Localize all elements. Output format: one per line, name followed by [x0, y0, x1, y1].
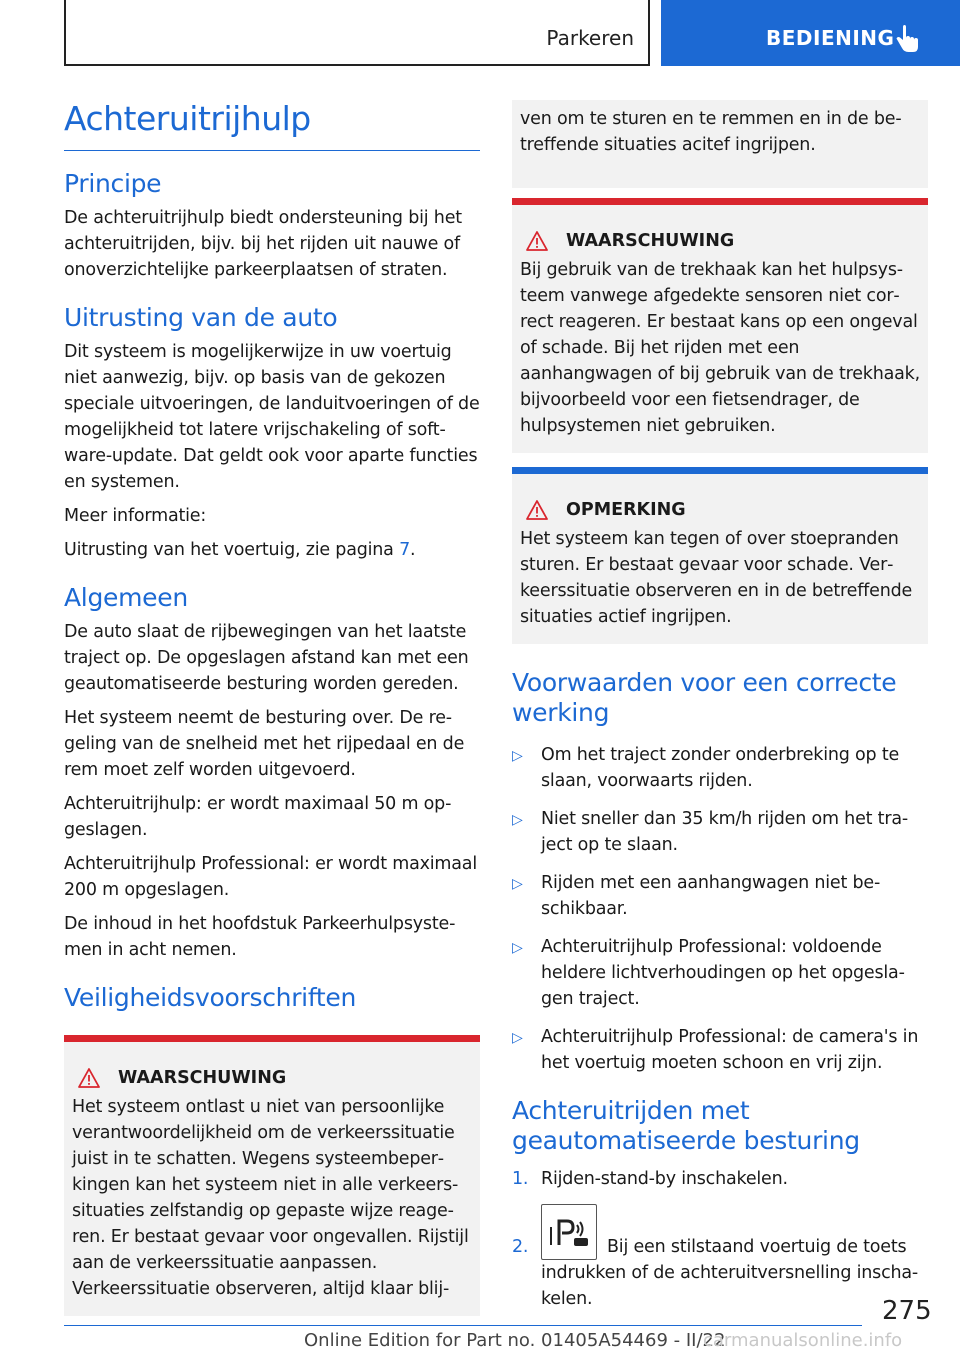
heading-veiligheid: Veiligheidsvoorschriften	[64, 983, 357, 1012]
parking-assistant-button-icon	[541, 1204, 597, 1260]
reference-text: Uitrusting van het voertuig, zie pagina	[64, 540, 400, 560]
triangle-bullet-icon: ▷	[512, 876, 523, 892]
watermark: carmanualsonline.info	[703, 1330, 903, 1351]
section-title: Parkeren	[546, 26, 634, 50]
header-section-tab	[64, 0, 650, 66]
section-uitrusting	[64, 303, 480, 563]
warning-2-text: Bij gebruik van de trekhaak kan het hulpsysteem vanwege afgedekte sensoren niet correct reageren. Er bestaat kans op een ongeval of schade. Bij het rijden met een aanhangwagen of bij gebruik van de trekhaak, bijvoorbeeld voor een fietsendrager, de hulpsystemen niet gebruiken.	[520, 260, 920, 436]
footer-edition: Online Edition for Part no. 01405A54469 - II/22	[304, 1330, 726, 1351]
warning-box	[64, 1035, 480, 1316]
warning-2-title-text: WAARSCHUWING	[566, 231, 735, 251]
section-principe	[64, 169, 480, 283]
parking-assistant-glyph-icon	[542, 1205, 596, 1259]
uitrusting-more: Meer informatie:	[64, 506, 207, 526]
list-item	[512, 934, 928, 1012]
algemeen-p3: Achteruitrijhulp: er wordt maximaal 50 m opgeslagen.	[64, 794, 452, 840]
list-item	[512, 806, 928, 858]
footer-divider	[64, 1325, 862, 1326]
left-column	[64, 100, 480, 1336]
chapter-title: BEDIENING	[766, 26, 895, 50]
section-algemeen	[64, 583, 480, 963]
warning-title-text: WAARSCHUWING	[118, 1068, 287, 1088]
triangle-bullet-icon: ▷	[512, 1030, 523, 1046]
heading-voorwaarden: Voorwaarden voor een correcte werking	[512, 668, 897, 727]
step-text: Rijden-stand-by inschakelen.	[541, 1169, 788, 1189]
header-chapter-tab	[661, 0, 960, 66]
warning-continuation-text: ven om te sturen en te remmen en in de betreffende situaties acitef ingrijpen.	[520, 109, 902, 155]
algemeen-p4: Achteruitrijhulp Professional: er wordt maximaal 200 m opgeslagen.	[64, 854, 477, 900]
list-item	[512, 870, 928, 922]
step-text: Bij een stilstaand voertuig de toets indrukken of de achteruitversnelling inschakelen.	[541, 1237, 919, 1309]
step-item	[512, 1204, 928, 1312]
uitrusting-reference	[64, 537, 480, 563]
step-item	[512, 1166, 928, 1192]
warning-title	[72, 1068, 472, 1088]
warning-triangle-icon	[78, 1068, 100, 1088]
note-box	[512, 467, 928, 644]
page-reference-link[interactable]: 7	[399, 540, 411, 560]
section-achteruitrijden	[512, 1096, 928, 1312]
warning-text: Het systeem ontlast u niet van persoonlijke verantwoordelijkheid om de verkeerssituatie juist in te schatten. Wegens systeembeperkingen kan het systeem niet in alle verkeerssituaties zelfstandig op gepaste wijze reageren. Er bestaat gevaar voor ongevallen. Rijstijl aan de verkeerssituatie aanpassen. Verkeerssituatie observeren, altijd klaar blij-	[72, 1097, 469, 1299]
right-column	[512, 100, 928, 1332]
conditions-list	[512, 742, 928, 1076]
note-title	[520, 500, 920, 520]
note-title-text: OPMERKING	[566, 500, 686, 520]
heading-uitrusting: Uitrusting van de auto	[64, 303, 338, 332]
heading-algemeen: Algemeen	[64, 583, 188, 612]
list-item-text: Niet sneller dan 35 km/h rijden om het traject op te slaan.	[541, 809, 909, 855]
warning-box-continuation	[512, 100, 928, 188]
page-number: 275	[882, 1296, 932, 1326]
section-voorwaarden	[512, 668, 928, 1076]
steps-list	[512, 1166, 928, 1312]
warning-box-2	[512, 198, 928, 453]
section-veiligheid	[64, 983, 480, 1316]
step-number: 1.	[512, 1169, 529, 1189]
algemeen-p5: De inhoud in het hoofdstuk Parkeerhulpsystemen in acht nemen.	[64, 914, 456, 960]
list-item-text: Achteruitrijhulp Professional: de camera's in het voertuig moeten schoon en vrij zijn.	[541, 1027, 919, 1073]
warning-triangle-icon	[526, 500, 548, 520]
hand-pointer-icon	[894, 25, 920, 55]
step-number: 2.	[512, 1237, 529, 1257]
heading-principe: Principe	[64, 169, 162, 198]
reference-suffix: .	[410, 540, 416, 560]
page-title: Achteruitrijhulp	[64, 100, 480, 151]
triangle-bullet-icon: ▷	[512, 812, 523, 828]
list-item	[512, 1024, 928, 1076]
triangle-bullet-icon: ▷	[512, 748, 523, 764]
note-text: Het systeem kan tegen of over stoepranden sturen. Er bestaat gevaar voor schade. Verkeerssituatie observeren en in de betreffende situaties actief ingrijpen.	[520, 529, 913, 627]
algemeen-p2: Het systeem neemt de besturing over. De regeling van de snelheid met het rijpedaal en de rem moet zelf worden uitgevoerd.	[64, 708, 465, 780]
list-item-text: Om het traject zonder onderbreking op te slaan, voorwaarts rijden.	[541, 745, 900, 791]
list-item-text: Achteruitrijhulp Professional: voldoende heldere lichtverhoudingen op het opgeslagen traject.	[541, 937, 905, 1009]
triangle-bullet-icon: ▷	[512, 940, 523, 956]
list-item-text: Rijden met een aanhangwagen niet beschikbaar.	[541, 873, 881, 919]
algemeen-p1: De auto slaat de rijbewegingen van het laatste traject op. De opgeslagen afstand kan met een geautomatiseerde besturing worden gereden.	[64, 622, 469, 694]
warning-triangle-icon	[526, 231, 548, 251]
uitrusting-text: Dit systeem is mogelijkerwijze in uw voertuig niet aanwezig, bijv. op basis van de gekozen speciale uitvoeringen, de landuitvoeringen of de mogelijkheid tot latere vrijschakeling of software-update. Dat geldt ook voor aparte functies en systemen.	[64, 342, 480, 492]
list-item	[512, 742, 928, 794]
step-content	[541, 1204, 928, 1312]
heading-achteruitrijden: Achteruitrijden met geautomatiseerde besturing	[512, 1096, 860, 1155]
warning-2-title	[520, 231, 920, 251]
principe-text: De achteruitrijhulp biedt ondersteuning bij het achteruitrijden, bijv. bij het rijden uit nauwe of onoverzichtelijke parkeerplaatsen of straten.	[64, 208, 462, 280]
